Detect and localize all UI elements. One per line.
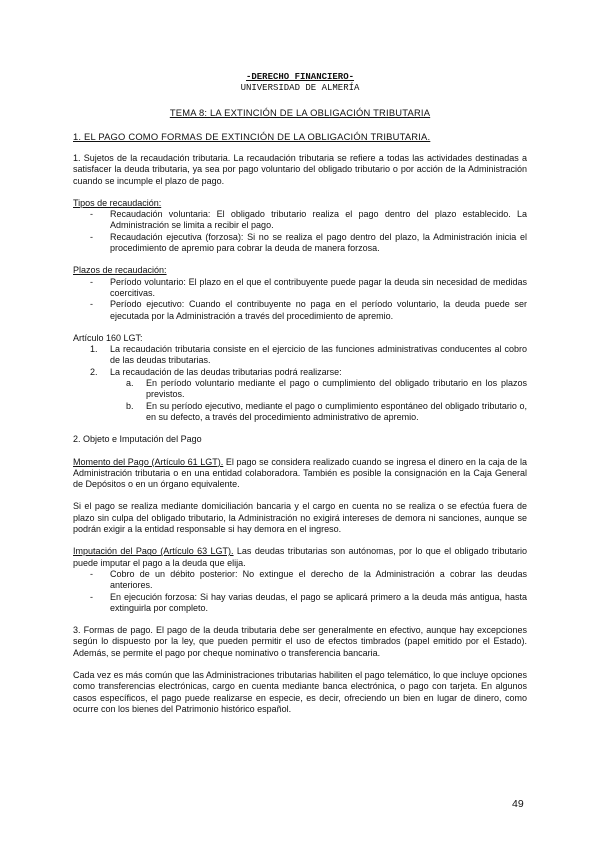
header-subject: -DERECHO FINANCIERO-: [245, 72, 355, 82]
list-item: - Cobro de un débito posterior: No extingue el derecho de la Administración a cobrar las deudas anteriores.: [73, 569, 527, 592]
list-marker: 1.: [90, 344, 98, 355]
plazos-list: [73, 277, 527, 322]
articulo160-sublist: [110, 378, 527, 423]
imputacion-text: Las deudas tributarias son autónomas, por lo que el obligado tributario puede imputar el pago a la deuda que elija.: [73, 546, 527, 568]
page-number: 49: [512, 798, 524, 810]
tipos-heading: Tipos de recaudación:: [73, 197, 162, 208]
paragraph-momento: [73, 457, 527, 491]
list-marker: b.: [126, 400, 134, 411]
list-text: La recaudación de las deudas tributarias podrá realizarse:: [110, 366, 342, 377]
list-item: [73, 367, 527, 423]
momento-lead: Momento del Pago (Artículo 61 LGT).: [73, 456, 224, 467]
list-item: - Recaudación ejecutiva (forzosa): Si no se realiza el pago dentro del plazo, la Administración inicia el procedimiento de apremio para cobrar la deuda de manera forzosa.: [73, 232, 527, 255]
section1-title: 1. EL PAGO COMO FORMAS DE EXTINCIÓN DE LA OBLIGACIÓN TRIBUTARIA.: [73, 131, 431, 142]
list-item: - Período voluntario: El plazo en el que el contribuyente puede pagar la deuda sin necesidad de medidas coercitivas.: [73, 277, 527, 300]
document-page: [73, 72, 527, 715]
sublist-item: [110, 401, 527, 424]
plazos-heading: Plazos de recaudación:: [73, 265, 167, 276]
list-item: - Recaudación voluntaria: El obligado tributario realiza el pago dentro del plazo establecido. La Administración se limita a recibir el pago.: [73, 209, 527, 232]
document-header: [73, 72, 527, 94]
list-item: [73, 344, 527, 367]
articulo160-list: [73, 344, 527, 423]
list-text: En período voluntario mediante el pago o cumplimiento del obligado tributario en los plazos previstos.: [146, 378, 527, 400]
tipos-list: [73, 209, 527, 254]
list-marker: a.: [126, 378, 134, 389]
list-marker: 2.: [90, 366, 98, 377]
section2-title: 2. Objeto e Imputación del Pago: [73, 434, 202, 445]
list-text: En su período ejecutivo, mediante el pago o cumplimiento espontáneo del obligado tributario o, en su defecto, a través del procedimiento administrativo de apremio.: [146, 400, 527, 422]
paragraph-formas: 3. Formas de pago. El pago de la deuda tributaria debe ser generalmente en efectivo, aunque hay excepciones según lo dispuesto por la ley, que pueden permitir el uso de efectos timbrados (papel emitido por el Estado). Además, se permite el pago por cheque nominativo o transferencia bancaria.: [73, 625, 527, 658]
list-text: La recaudación tributaria consiste en el ejercicio de las funciones administrativas conducentes al cobro de las deudas tributarias.: [110, 344, 527, 366]
paragraph-imputacion: [73, 546, 527, 569]
imputacion-list: [73, 569, 527, 614]
paragraph-telematico: Cada vez es más común que las Administraciones tributarias habiliten el pago telemático, lo que incluye opciones como transferencias electrónicas, cargo en cuenta mediante banca electrónica, o pago con tarjeta. En algunos casos específicos, el pago puede realizarse en especie, es decir, ofreciendo un bien en lugar de dinero, como ocurre con los bienes del Patrimonio histórico español.: [73, 669, 527, 714]
sublist-item: [110, 378, 527, 401]
paragraph-domiciliacion: Si el pago se realiza mediante domiciliación bancaria y el cargo en cuenta no se realiza o se efectúa fuera de plazo sin culpa del obligado tributario, la Administración no exigirá intereses de demora ni sanciones, aunque se podrán exigir a la entidad responsable si hay demora en el ingreso.: [73, 501, 527, 535]
momento-text: El pago se considera realizado cuando se ingresa el dinero en la caja de la Administración tributaria o en una entidad colaboradora. También es posible la consignación en la Caja General de Depósitos o en un órgano equivalente.: [73, 456, 527, 490]
tema-title: TEMA 8: LA EXTINCIÓN DE LA OBLIGACIÓN TRIBUTARIA: [169, 107, 431, 118]
articulo160-heading: Artículo 160 LGT:: [73, 332, 143, 343]
paragraph-sujetos: 1. Sujetos de la recaudación tributaria. La recaudación tributaria se refiere a todas las actividades destinadas a satisfacer la deuda tributaria, ya sea por pago voluntario del obligado tributario o por acción de la Administración cuando se incumple el plazo de pago.: [73, 153, 527, 186]
imputacion-lead: Imputación del Pago (Artículo 63 LGT).: [73, 546, 234, 557]
list-item: - Período ejecutivo: Cuando el contribuyente no paga en el período voluntario, la deuda puede ser ejecutada por la Administración a través del procedimiento de apremio.: [73, 299, 527, 322]
header-university: UNIVERSIDAD DE ALMERÍA: [240, 83, 360, 93]
list-item: - En ejecución forzosa: Si hay varias deudas, el pago se aplicará primero a la deuda más antigua, hasta extinguirla por completo.: [73, 592, 527, 615]
